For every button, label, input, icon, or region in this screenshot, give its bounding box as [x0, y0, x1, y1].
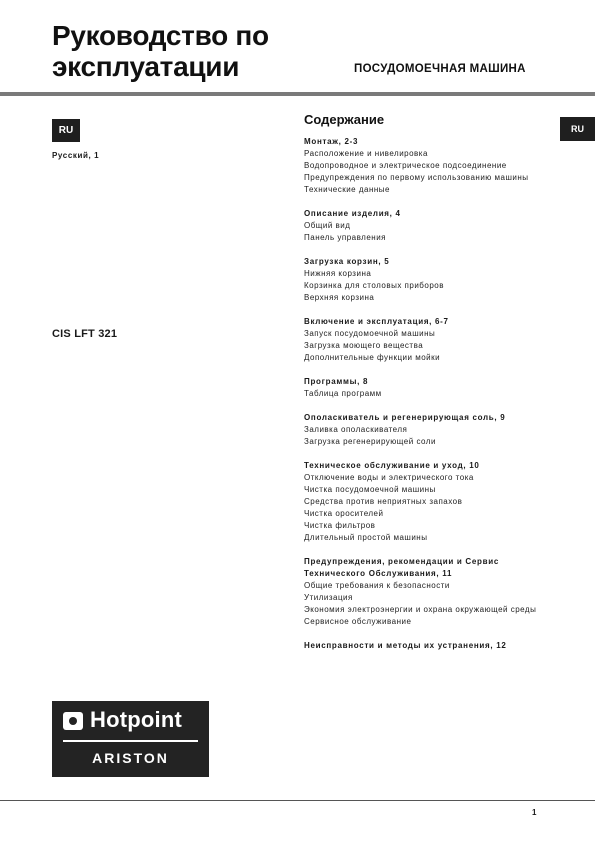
toc-section: [304, 208, 554, 244]
toc-section-title: Ополаскиватель и регенерирующая соль, 9: [304, 413, 506, 422]
toc-item: Экономия электроэнергии и охрана окружающей среды: [304, 605, 537, 614]
toc-item: Запуск посудомоечной машины: [304, 329, 436, 338]
header-divider: [0, 92, 595, 96]
toc-item: Загрузка регенерирующей соли: [304, 437, 436, 446]
toc-section: [304, 136, 554, 196]
table-of-contents: [304, 112, 554, 664]
toc-item: Заливка ополаскивателя: [304, 425, 408, 434]
title-line-1: Руководство по: [52, 20, 269, 51]
toc-section: [304, 256, 554, 304]
language-tab: RU: [560, 117, 595, 141]
product-type: ПОСУДОМОЕЧНАЯ МАШИНА: [354, 63, 526, 75]
toc-section: [304, 460, 554, 544]
toc-section: [304, 316, 554, 364]
toc-section-title: Программы, 8: [304, 377, 369, 386]
logo-sub-text: ARISTON: [92, 750, 169, 766]
toc-item: Загрузка моющего вещества: [304, 341, 424, 350]
logo-brand-text: Hotpoint: [90, 707, 183, 732]
model-name: CIS LFT 321: [52, 328, 118, 340]
toc-section-title: Монтаж, 2-3: [304, 137, 359, 146]
toc-item: Панель управления: [304, 233, 386, 242]
toc-item: Утилизация: [304, 593, 353, 602]
toc-item: Дополнительные функции мойки: [304, 353, 441, 362]
toc-item: Таблица программ: [304, 389, 382, 398]
toc-section: [304, 412, 554, 448]
toc-item: Корзинка для столовых приборов: [304, 281, 444, 290]
document-title: [52, 20, 269, 82]
toc-sections: [304, 136, 554, 652]
toc-section-title: Неисправности и методы их устранения, 12: [304, 641, 507, 650]
toc-item: Общие требования к безопасности: [304, 581, 450, 590]
language-label: Русский, 1: [52, 151, 100, 160]
toc-item: Расположение и нивелировка: [304, 149, 428, 158]
toc-section: [304, 640, 554, 652]
toc-section-title: Техническое обслуживание и уход, 10: [304, 461, 480, 470]
toc-item: Нижняя корзина: [304, 269, 372, 278]
toc-section: [304, 376, 554, 400]
toc-section-title: Описание изделия, 4: [304, 209, 401, 218]
toc-section: [304, 556, 554, 628]
toc-item: Предупреждения по первому использованию машины: [304, 173, 529, 182]
toc-heading: Содержание: [304, 112, 385, 127]
toc-section-title: Включение и эксплуатация, 6-7: [304, 317, 449, 326]
toc-item: Водопроводное и электрическое подсоединение: [304, 161, 507, 170]
toc-item: Сервисное обслуживание: [304, 617, 412, 626]
toc-item: Длительный простой машины: [304, 533, 428, 542]
toc-section-title: Предупреждения, рекомендации и Сервис: [304, 557, 499, 566]
title-line-2: эксплуатации: [52, 51, 240, 82]
toc-section-title-continued: Технического Обслуживания, 11: [304, 569, 453, 578]
toc-item: Чистка фильтров: [304, 521, 376, 530]
toc-item: Общий вид: [304, 221, 351, 230]
toc-item: Чистка посудомоечной машины: [304, 485, 436, 494]
toc-item: Отключение воды и электрического тока: [304, 473, 474, 482]
page-number: 1: [532, 808, 537, 817]
logo-divider: [63, 740, 198, 742]
hotpoint-logo-icon: [63, 712, 83, 730]
footer-divider: [0, 800, 595, 801]
toc-item: Верхняя корзина: [304, 293, 375, 302]
toc-item: Чистка оросителей: [304, 509, 384, 518]
toc-section-title: Загрузка корзин, 5: [304, 257, 390, 266]
toc-item: Технические данные: [304, 185, 391, 194]
language-badge: RU: [52, 119, 80, 142]
toc-item: Средства против неприятных запахов: [304, 497, 463, 506]
brand-logo: [52, 701, 209, 777]
